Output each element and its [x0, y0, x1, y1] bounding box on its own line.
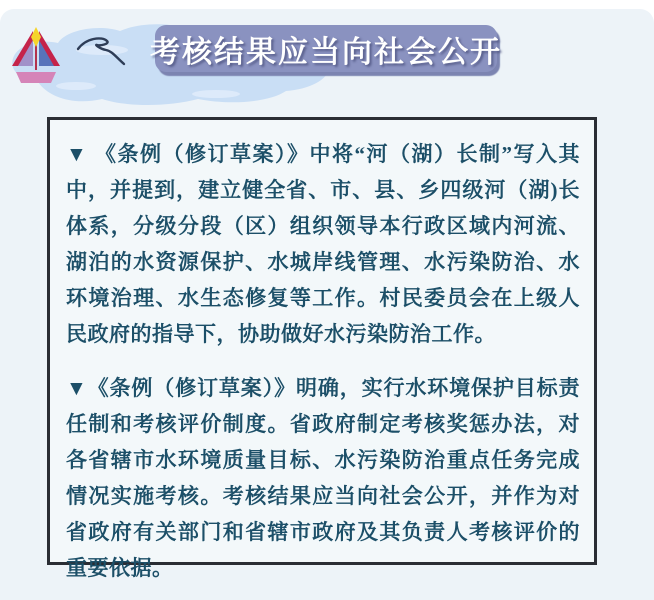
- paragraph-1: ▼ 《条例（修订草案）》中将“河（湖）长制”写入其中，并提到，建立健全省、市、县、乡四级河（湖)长体系，分级分段（区）组织领导本行政区域内河流、湖泊的水资源保护、水城岸线管理、水污染防治、水环境治理、水生态修复等工作。村民委员会在上级人民政府的指导下，协助做好水污染防治工作。: [66, 142, 580, 346]
- content-box: [47, 117, 597, 580]
- page-title: 考核结果应当向社会公开: [150, 35, 502, 69]
- sailboat-icon: [10, 26, 62, 86]
- title-banner: [150, 25, 502, 72]
- squiggle-icon: [76, 36, 128, 66]
- paragraph-2: ▼《条例（修订草案）》明确，实行水环境保护目标责任制和考核评价制度。省政府制定考核奖惩办法，对各省辖市水环境质量目标、水污染防治重点任务完成情况实施考核。考核结果应当向社会公开，并作为对省政府有关部门和省辖市政府及其负责人考核评价的重要依据。: [66, 376, 580, 580]
